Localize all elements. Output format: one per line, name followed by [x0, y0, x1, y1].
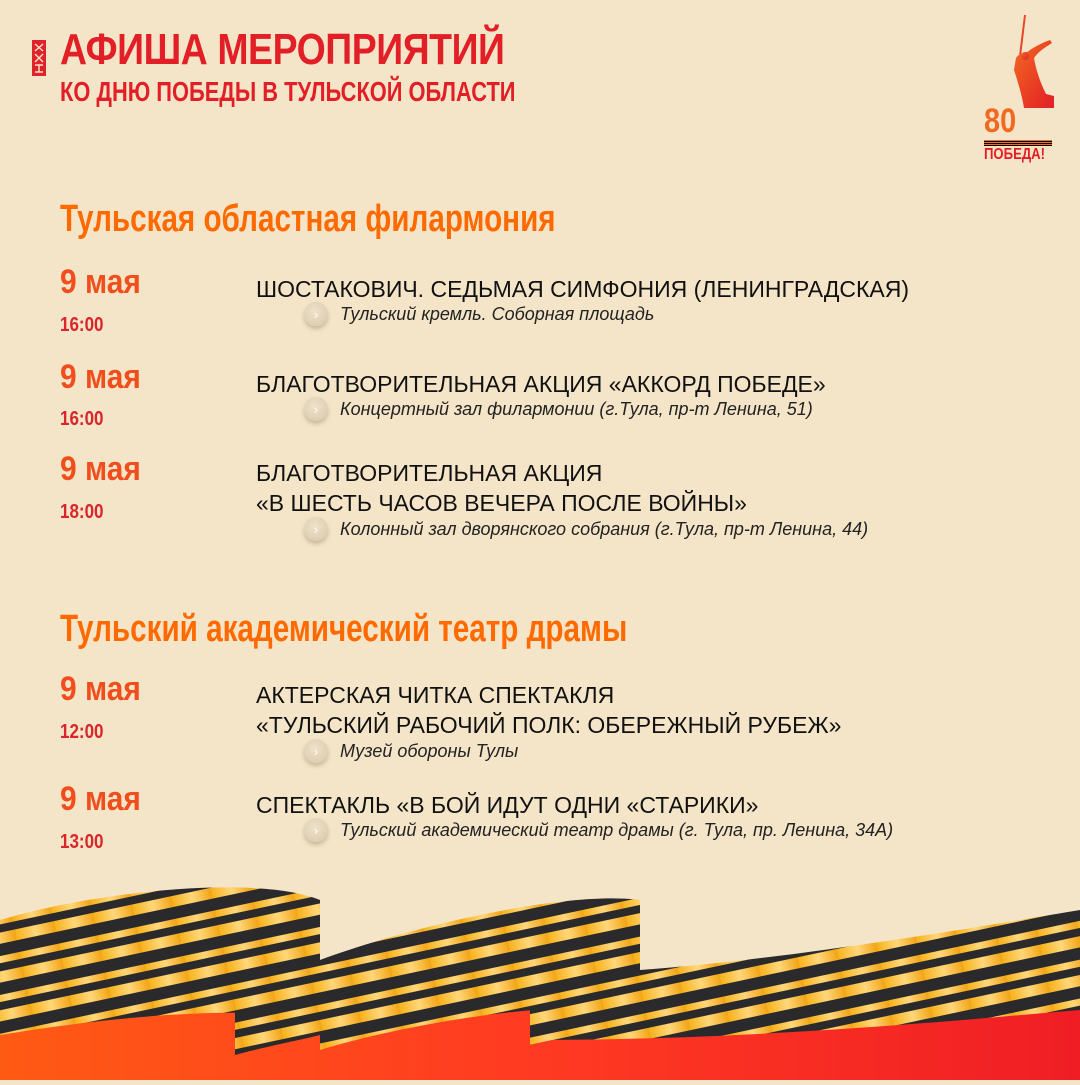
event-title: БЛАГОТВОРИТЕЛЬНАЯ АКЦИЯ «АККОРД ПОБЕДЕ» — [256, 371, 826, 397]
venue-text: Колонный зал дворянского собрания (г.Тула, пр-т Ленина, 44) — [340, 518, 869, 539]
emblem-word: ПОБЕДА! — [984, 146, 1046, 163]
st-george-ribbon-decoration — [0, 860, 1080, 1080]
event-date: 9 мая — [60, 358, 141, 396]
event-title-line-2: «ТУЛЬСКИЙ РАБОЧИЙ ПОЛК: ОБЕРЕЖНЫЙ РУБЕЖ» — [256, 712, 842, 738]
section-title-drama-theatre: Тульский академический театр драмы — [60, 608, 628, 650]
venue-text: Тульский академический театр драмы (г. Тула, пр. Ленина, 34А) — [340, 819, 894, 840]
tula-region-emblem-icon — [32, 40, 46, 76]
event-venue[interactable] — [304, 739, 518, 763]
event-title: ШОСТАКОВИЧ. СЕДЬМАЯ СИМФОНИЯ (ЛЕНИНГРАДСКАЯ) — [256, 276, 910, 302]
venue-text: Концертный зал филармонии (г.Тула, пр-т Ленина, 51) — [340, 398, 813, 419]
venue-text: Музей обороны Тулы — [340, 740, 519, 761]
chevron-right-circle-icon: › — [304, 739, 328, 763]
event-venue[interactable] — [304, 397, 813, 421]
chevron-right-circle-icon: › — [304, 818, 328, 842]
chevron-right-circle-icon: › — [304, 517, 328, 541]
venue-text: Тульский кремль. Соборная площадь — [340, 303, 655, 324]
event-venue[interactable] — [304, 818, 893, 842]
event-time: 18:00 — [60, 501, 104, 523]
chevron-right-circle-icon: › — [304, 397, 328, 421]
event-time: 16:00 — [60, 314, 104, 336]
motherland-calls-statue-icon — [980, 10, 1060, 110]
event-time: 16:00 — [60, 408, 104, 430]
event-time: 13:00 — [60, 831, 104, 853]
event-date: 9 мая — [60, 780, 141, 818]
section-title-philharmonic: Тульская областная филармония — [60, 198, 556, 240]
event-title: СПЕКТАКЛЬ «В БОЙ ИДУТ ОДНИ «СТАРИКИ» — [256, 792, 759, 818]
event-venue[interactable] — [304, 517, 868, 541]
chevron-right-circle-icon: › — [304, 302, 328, 326]
event-title-line-1: АКТЕРСКАЯ ЧИТКА СПЕКТАКЛЯ — [256, 682, 615, 708]
event-time: 12:00 — [60, 721, 104, 743]
event-date: 9 мая — [60, 670, 141, 708]
event-title-line-1: БЛАГОТВОРИТЕЛЬНАЯ АКЦИЯ — [256, 460, 603, 486]
page-subtitle: КО ДНЮ ПОБЕДЫ В ТУЛЬСКОЙ ОБЛАСТИ — [60, 76, 516, 107]
event-date: 9 мая — [60, 263, 141, 301]
victory-80-emblem — [980, 10, 1060, 163]
page-title: АФИША МЕРОПРИЯТИЙ — [60, 25, 505, 74]
event-title-line-2: «В ШЕСТЬ ЧАСОВ ВЕЧЕРА ПОСЛЕ ВОЙНЫ» — [256, 490, 747, 516]
event-date: 9 мая — [60, 450, 141, 488]
emblem-number: 80 — [984, 102, 1017, 140]
event-venue[interactable] — [304, 302, 654, 326]
